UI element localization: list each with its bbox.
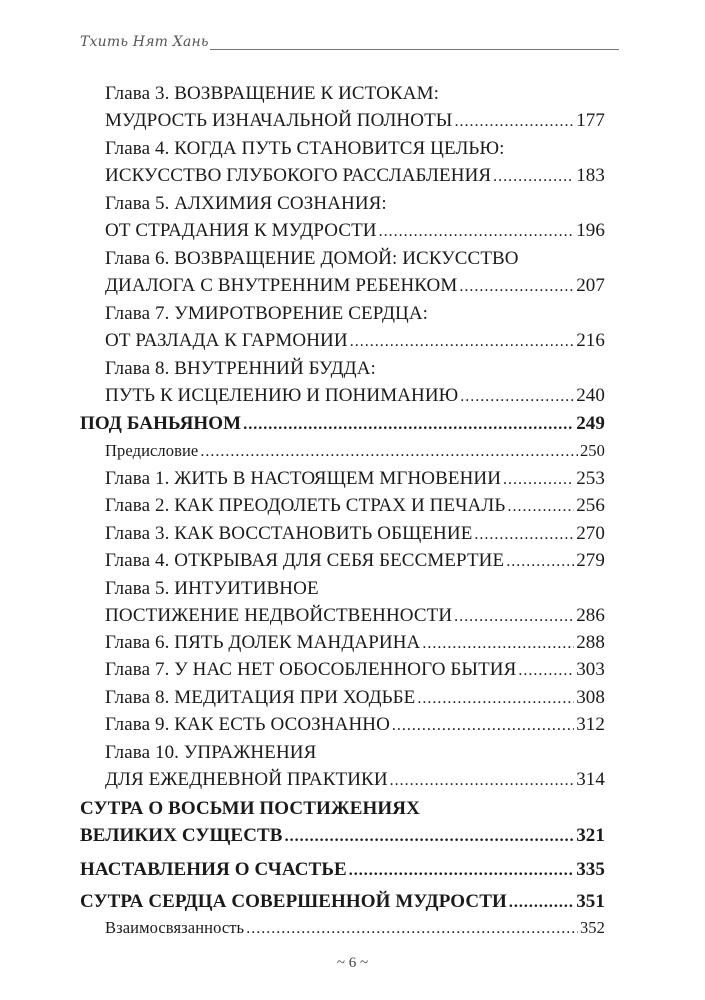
toc-entry-title-line: МУДРОСТЬ ИЗНАЧАЛЬНОЙ ПОЛНОТЫ [105,110,453,131]
toc-page-number: 256 [576,495,605,516]
page-number-footer: ~ 6 ~ [336,955,369,971]
toc-section [80,888,605,915]
toc-entry-title-line: Глава 3. КАК ВОССТАНОВИТЬ ОБЩЕНИЕ [105,523,473,544]
dot-leader [422,630,574,657]
toc-entry [105,355,605,409]
toc-page-number: 250 [579,441,605,460]
toc-entry [105,739,605,793]
dot-leader [518,657,574,684]
dot-leader [454,108,574,135]
running-head: Тхить Нят Хань [80,34,209,50]
toc-entry-title-line: Глава 4. КОГДА ПУТЬ СТАНОВИТСЯ ЦЕЛЬЮ: [105,138,505,159]
toc-page-number: 335 [576,859,605,880]
toc-entry-title-line: ДЛЯ ЕЖЕДНЕВНОЙ ПРАКТИКИ [105,769,388,790]
dot-leader [493,163,574,190]
toc-entry-title-line: ОТ СТРАДАНИЯ К МУДРОСТИ [105,220,377,241]
header-rule [210,49,619,50]
toc-page-number: 253 [576,468,605,489]
toc-entry-title-line: Глава 3. ВОЗВРАЩЕНИЕ К ИСТОКАМ: [105,83,439,104]
toc-entry-title-line: Предисловие [105,441,199,460]
dot-leader [392,712,574,739]
toc-page-number: 312 [576,714,605,735]
toc-page-number: 288 [576,632,605,653]
toc-entry-title-line: Глава 2. КАК ПРЕОДОЛЕТЬ СТРАХ И ПЕЧАЛЬ [105,495,506,516]
toc-entry [105,465,605,492]
dot-leader [243,411,574,438]
toc-page-number: 177 [576,110,605,131]
toc-entry [105,547,605,574]
toc-page-number: 270 [576,523,605,544]
toc-section-title: НАСТАВЛЕНИЯ О СЧАСТЬЕ [80,859,347,880]
toc-section [80,856,605,883]
toc-page-number: 279 [576,550,605,571]
toc-entry-title-line: Глава 8. МЕДИТАЦИЯ ПРИ ХОДЬБЕ [105,687,416,708]
toc-entry [105,437,605,464]
toc-entry-title-line: Глава 9. КАК ЕСТЬ ОСОЗНАННО [105,714,390,735]
dot-leader [506,548,574,575]
toc-entry-title-line: ОТ РАЗЛАДА К ГАРМОНИИ [105,330,348,351]
toc-entry-title-line: ПУТЬ К ИСЦЕЛЕНИЮ И ПОНИМАНИЮ [105,385,459,406]
toc-page-number: 321 [576,825,605,846]
toc-page-number: 314 [576,769,605,790]
toc-entry-title-line: Глава 5. ИНТУИТИВНОЕ [105,578,319,599]
toc-entry-title-line: Глава 7. У НАС НЕТ ОБОСОБЛЕННОГО БЫТИЯ [105,659,517,680]
toc-entry-title-line: ДИАЛОГА С ВНУТРЕННИМ РЕБЕНКОМ [105,275,458,296]
toc-entry [105,80,605,134]
toc-entry [105,684,605,711]
toc-entry [105,914,605,941]
dot-leader [246,915,578,942]
toc-entry [105,629,605,656]
toc-section-title: ПОД БАНЬЯНОМ [80,413,242,434]
toc-entry-title-line: Глава 8. ВНУТРЕННИЙ БУДДА: [105,358,376,379]
toc-entry [105,656,605,683]
toc-page-number: 351 [576,891,605,912]
toc-entry [105,492,605,519]
toc-section-title: ВЕЛИКИХ СУЩЕСТВ [80,825,283,846]
toc-page-number: 196 [576,220,605,241]
toc-page-number: 183 [576,165,605,186]
toc-entry-title-line: Глава 6. ВОЗВРАЩЕНИЕ ДОМОЙ: ИСКУССТВО [105,248,519,269]
dot-leader [507,493,574,520]
toc-page-number: 286 [576,605,605,626]
toc-entry-title-line: Глава 4. ОТКРЫВАЯ ДЛЯ СЕБЯ БЕССМЕРТИЕ [105,550,505,571]
dot-leader [454,603,574,630]
toc-entry [105,190,605,244]
dot-leader [503,466,574,493]
dot-leader [474,521,574,548]
dot-leader [390,767,575,794]
dot-leader [285,823,575,850]
toc-page-number: 308 [576,687,605,708]
toc-entry-title-line: Глава 10. УПРАЖНЕНИЯ [105,742,317,763]
dot-leader [459,273,574,300]
toc-page-number: 249 [576,413,605,434]
toc-entry-title-line: Взаимосвязанность [105,918,245,937]
toc-page-number: 207 [576,275,605,296]
dot-leader [379,218,575,245]
toc-entry-title-line: ПОСТИЖЕНИЕ НЕДВОЙСТВЕННОСТИ [105,605,453,626]
dot-leader [417,685,574,712]
toc-entry [105,135,605,189]
toc-section [80,410,605,437]
toc-entry-title-line: Глава 5. АЛХИМИЯ СОЗНАНИЯ: [105,193,387,214]
toc-section [80,795,605,849]
dot-leader [349,857,574,884]
toc-entry [105,520,605,547]
toc-entry-title-line: ИСКУССТВО ГЛУБОКОГО РАССЛАБЛЕНИЯ [105,165,492,186]
toc-entry-title-line: Глава 6. ПЯТЬ ДОЛЕК МАНДАРИНА [105,632,421,653]
dot-leader [350,328,574,355]
toc-entry-title-line: Глава 7. УМИРОТВОРЕНИЕ СЕРДЦА: [105,303,429,324]
toc-entry [105,245,605,299]
toc-page-number: 216 [576,330,605,351]
toc-entry [105,711,605,738]
toc-page-number: 303 [576,659,605,680]
toc-page-number: 240 [576,385,605,406]
toc-section-title: СУТРА СЕРДЦА СОВЕРШЕННОЙ МУДРОСТИ [80,891,507,912]
toc-entry [105,300,605,354]
toc-section-title: СУТРА О ВОСЬМИ ПОСТИЖЕНИЯХ [80,798,420,819]
toc-page-number: 352 [579,918,605,937]
dot-leader [509,889,574,916]
dot-leader [200,438,578,465]
toc-entry [105,575,605,629]
dot-leader [460,383,574,410]
toc-entry-title-line: Глава 1. ЖИТЬ В НАСТОЯЩЕМ МГНОВЕНИИ [105,468,502,489]
